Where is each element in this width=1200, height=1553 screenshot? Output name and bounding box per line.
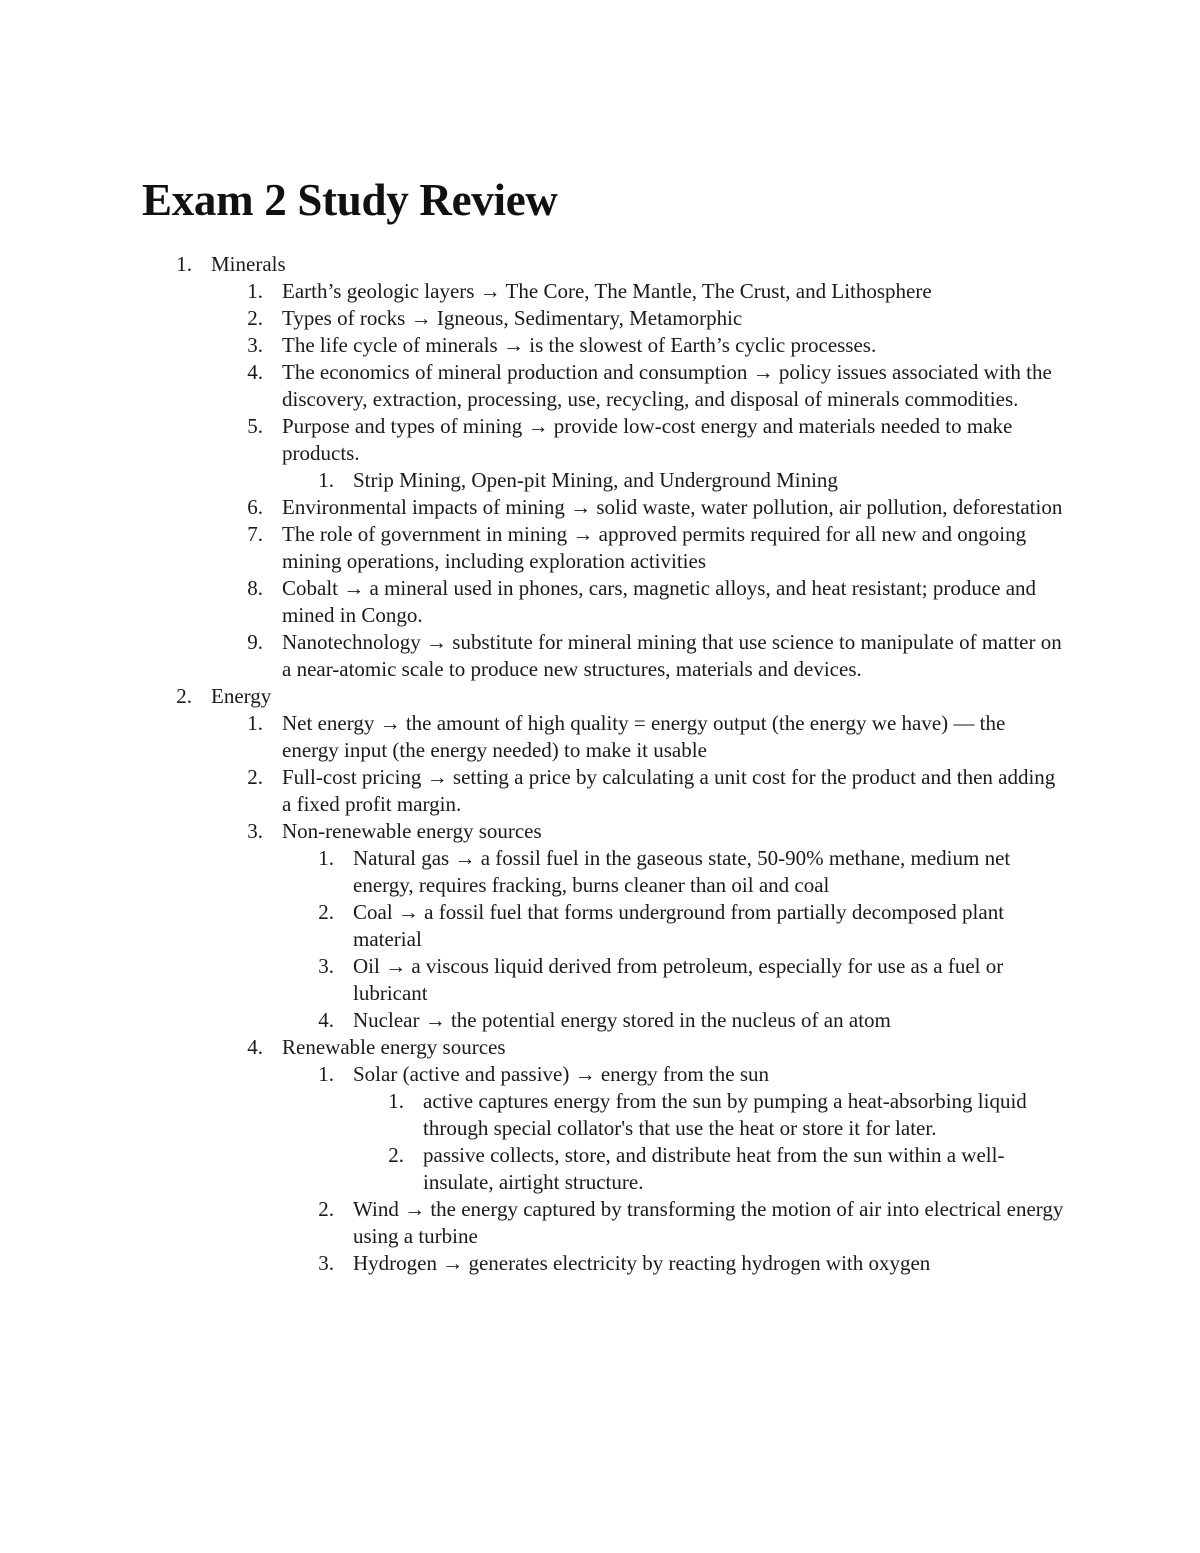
list-item-text: The life cycle of minerals → is the slowest of Earth’s cyclic processes. — [282, 333, 877, 357]
list-number: 1. — [318, 846, 334, 870]
list-item-text: Nuclear → the potential energy stored in the nucleus of an atom — [353, 1008, 891, 1032]
list-item-text: Nanotechnology → substitute for mineral mining that use science to manipulate of matter on a near-atomic scale to produce new structures, materials and devices. — [282, 630, 1062, 681]
list-item-text: passive collects, store, and distribute heat from the sun within a well-insulate, airtight structure. — [423, 1143, 1005, 1194]
list-number: 4. — [247, 360, 263, 384]
sub-list — [0, 845, 1091, 1034]
outline-item — [0, 521, 1091, 575]
study-outline — [0, 251, 1091, 1277]
sub-list — [0, 1088, 1091, 1196]
outline-item — [0, 845, 1091, 899]
list-number: 1. — [388, 1089, 404, 1113]
list-number: 1. — [176, 252, 192, 276]
list-number: 3. — [318, 1251, 334, 1275]
list-number: 3. — [247, 819, 263, 843]
outline-item — [0, 1250, 1091, 1277]
list-number: 7. — [247, 522, 263, 546]
list-number: 1. — [247, 279, 263, 303]
list-number: 2. — [318, 1197, 334, 1221]
outline-item — [0, 710, 1091, 764]
list-item-text: Oil → a viscous liquid derived from petroleum, especially for use as a fuel or lubricant — [353, 954, 1004, 1005]
outline-item — [0, 494, 1091, 521]
outline-item — [0, 359, 1091, 413]
outline-item — [0, 1061, 1091, 1196]
list-number: 2. — [318, 900, 334, 924]
outline-item — [0, 629, 1091, 683]
outline-section — [0, 683, 1091, 1277]
list-item-text: Net energy → the amount of high quality = energy output (the energy we have) — the energy input (the energy needed) to make it usable — [282, 711, 1006, 762]
list-item-text: active captures energy from the sun by pumping a heat-absorbing liquid through special collator's that use the heat or store it for later. — [423, 1089, 1027, 1140]
list-number: 9. — [247, 630, 263, 654]
list-item-text: Natural gas → a fossil fuel in the gaseous state, 50-90% methane, medium net energy, requires fracking, burns cleaner than oil and coal — [353, 846, 1011, 897]
list-item-text: Purpose and types of mining → provide low-cost energy and materials needed to make products. — [282, 414, 1013, 465]
outline-item — [0, 1196, 1091, 1250]
list-item-text: Hydrogen → generates electricity by reacting hydrogen with oxygen — [353, 1251, 931, 1275]
list-item-text: The economics of mineral production and consumption → policy issues associated with the discovery, extraction, processing, use, recycling, and disposal of minerals commodities. — [282, 360, 1052, 411]
list-item-text: Non-renewable energy sources — [282, 819, 542, 843]
outline-item — [0, 575, 1091, 629]
list-number: 3. — [318, 954, 334, 978]
list-number: 5. — [247, 414, 263, 438]
outline-item — [0, 1034, 1091, 1277]
outline-item — [0, 332, 1091, 359]
list-number: 2. — [247, 306, 263, 330]
list-number: 1. — [247, 711, 263, 735]
sub-list — [0, 710, 1091, 1277]
list-item-text: Wind → the energy captured by transforming the motion of air into electrical energy using a turbine — [353, 1197, 1064, 1248]
outline-item — [0, 1142, 1091, 1196]
list-number: 3. — [247, 333, 263, 357]
list-item-text: Strip Mining, Open-pit Mining, and Underground Mining — [353, 468, 838, 492]
list-number: 2. — [176, 684, 192, 708]
list-number: 4. — [247, 1035, 263, 1059]
outline-section — [0, 251, 1091, 683]
list-number: 8. — [247, 576, 263, 600]
list-number: 4. — [318, 1008, 334, 1032]
sub-list — [0, 278, 1091, 683]
outline-item — [0, 764, 1091, 818]
section-heading: Minerals — [211, 252, 286, 276]
outline-item — [0, 818, 1091, 1034]
outline-item — [0, 305, 1091, 332]
outline-item — [0, 1088, 1091, 1142]
sub-list — [0, 467, 1091, 494]
list-number: 2. — [388, 1143, 404, 1167]
outline-item — [0, 278, 1091, 305]
list-item-text: Renewable energy sources — [282, 1035, 506, 1059]
document-title: Exam 2 Study Review — [142, 175, 558, 225]
list-item-text: Coal → a fossil fuel that forms underground from partially decomposed plant material — [353, 900, 1005, 951]
outline-item — [0, 413, 1091, 494]
list-number: 1. — [318, 468, 334, 492]
outline-item — [0, 1007, 1091, 1034]
list-number: 6. — [247, 495, 263, 519]
list-number: 2. — [247, 765, 263, 789]
list-item-text: Full-cost pricing → setting a price by calculating a unit cost for the product and then adding a fixed profit margin. — [282, 765, 1056, 816]
list-number: 1. — [318, 1062, 334, 1086]
sub-list — [0, 1061, 1091, 1277]
section-heading: Energy — [211, 684, 272, 708]
outline-item — [0, 899, 1091, 953]
list-item-text: Environmental impacts of mining → solid waste, water pollution, air pollution, deforestation — [282, 495, 1063, 519]
list-item-text: The role of government in mining → approved permits required for all new and ongoing mining operations, including exploration activities — [282, 522, 1027, 573]
outline-item — [0, 953, 1091, 1007]
list-item-text: Earth’s geologic layers → The Core, The Mantle, The Crust, and Lithosphere — [282, 279, 932, 303]
outline-item — [0, 467, 1091, 494]
list-item-text: Solar (active and passive) → energy from the sun — [353, 1062, 769, 1086]
list-item-text: Cobalt → a mineral used in phones, cars, magnetic alloys, and heat resistant; produce and mined in Congo. — [282, 576, 1037, 627]
list-item-text: Types of rocks → Igneous, Sedimentary, Metamorphic — [282, 306, 743, 330]
